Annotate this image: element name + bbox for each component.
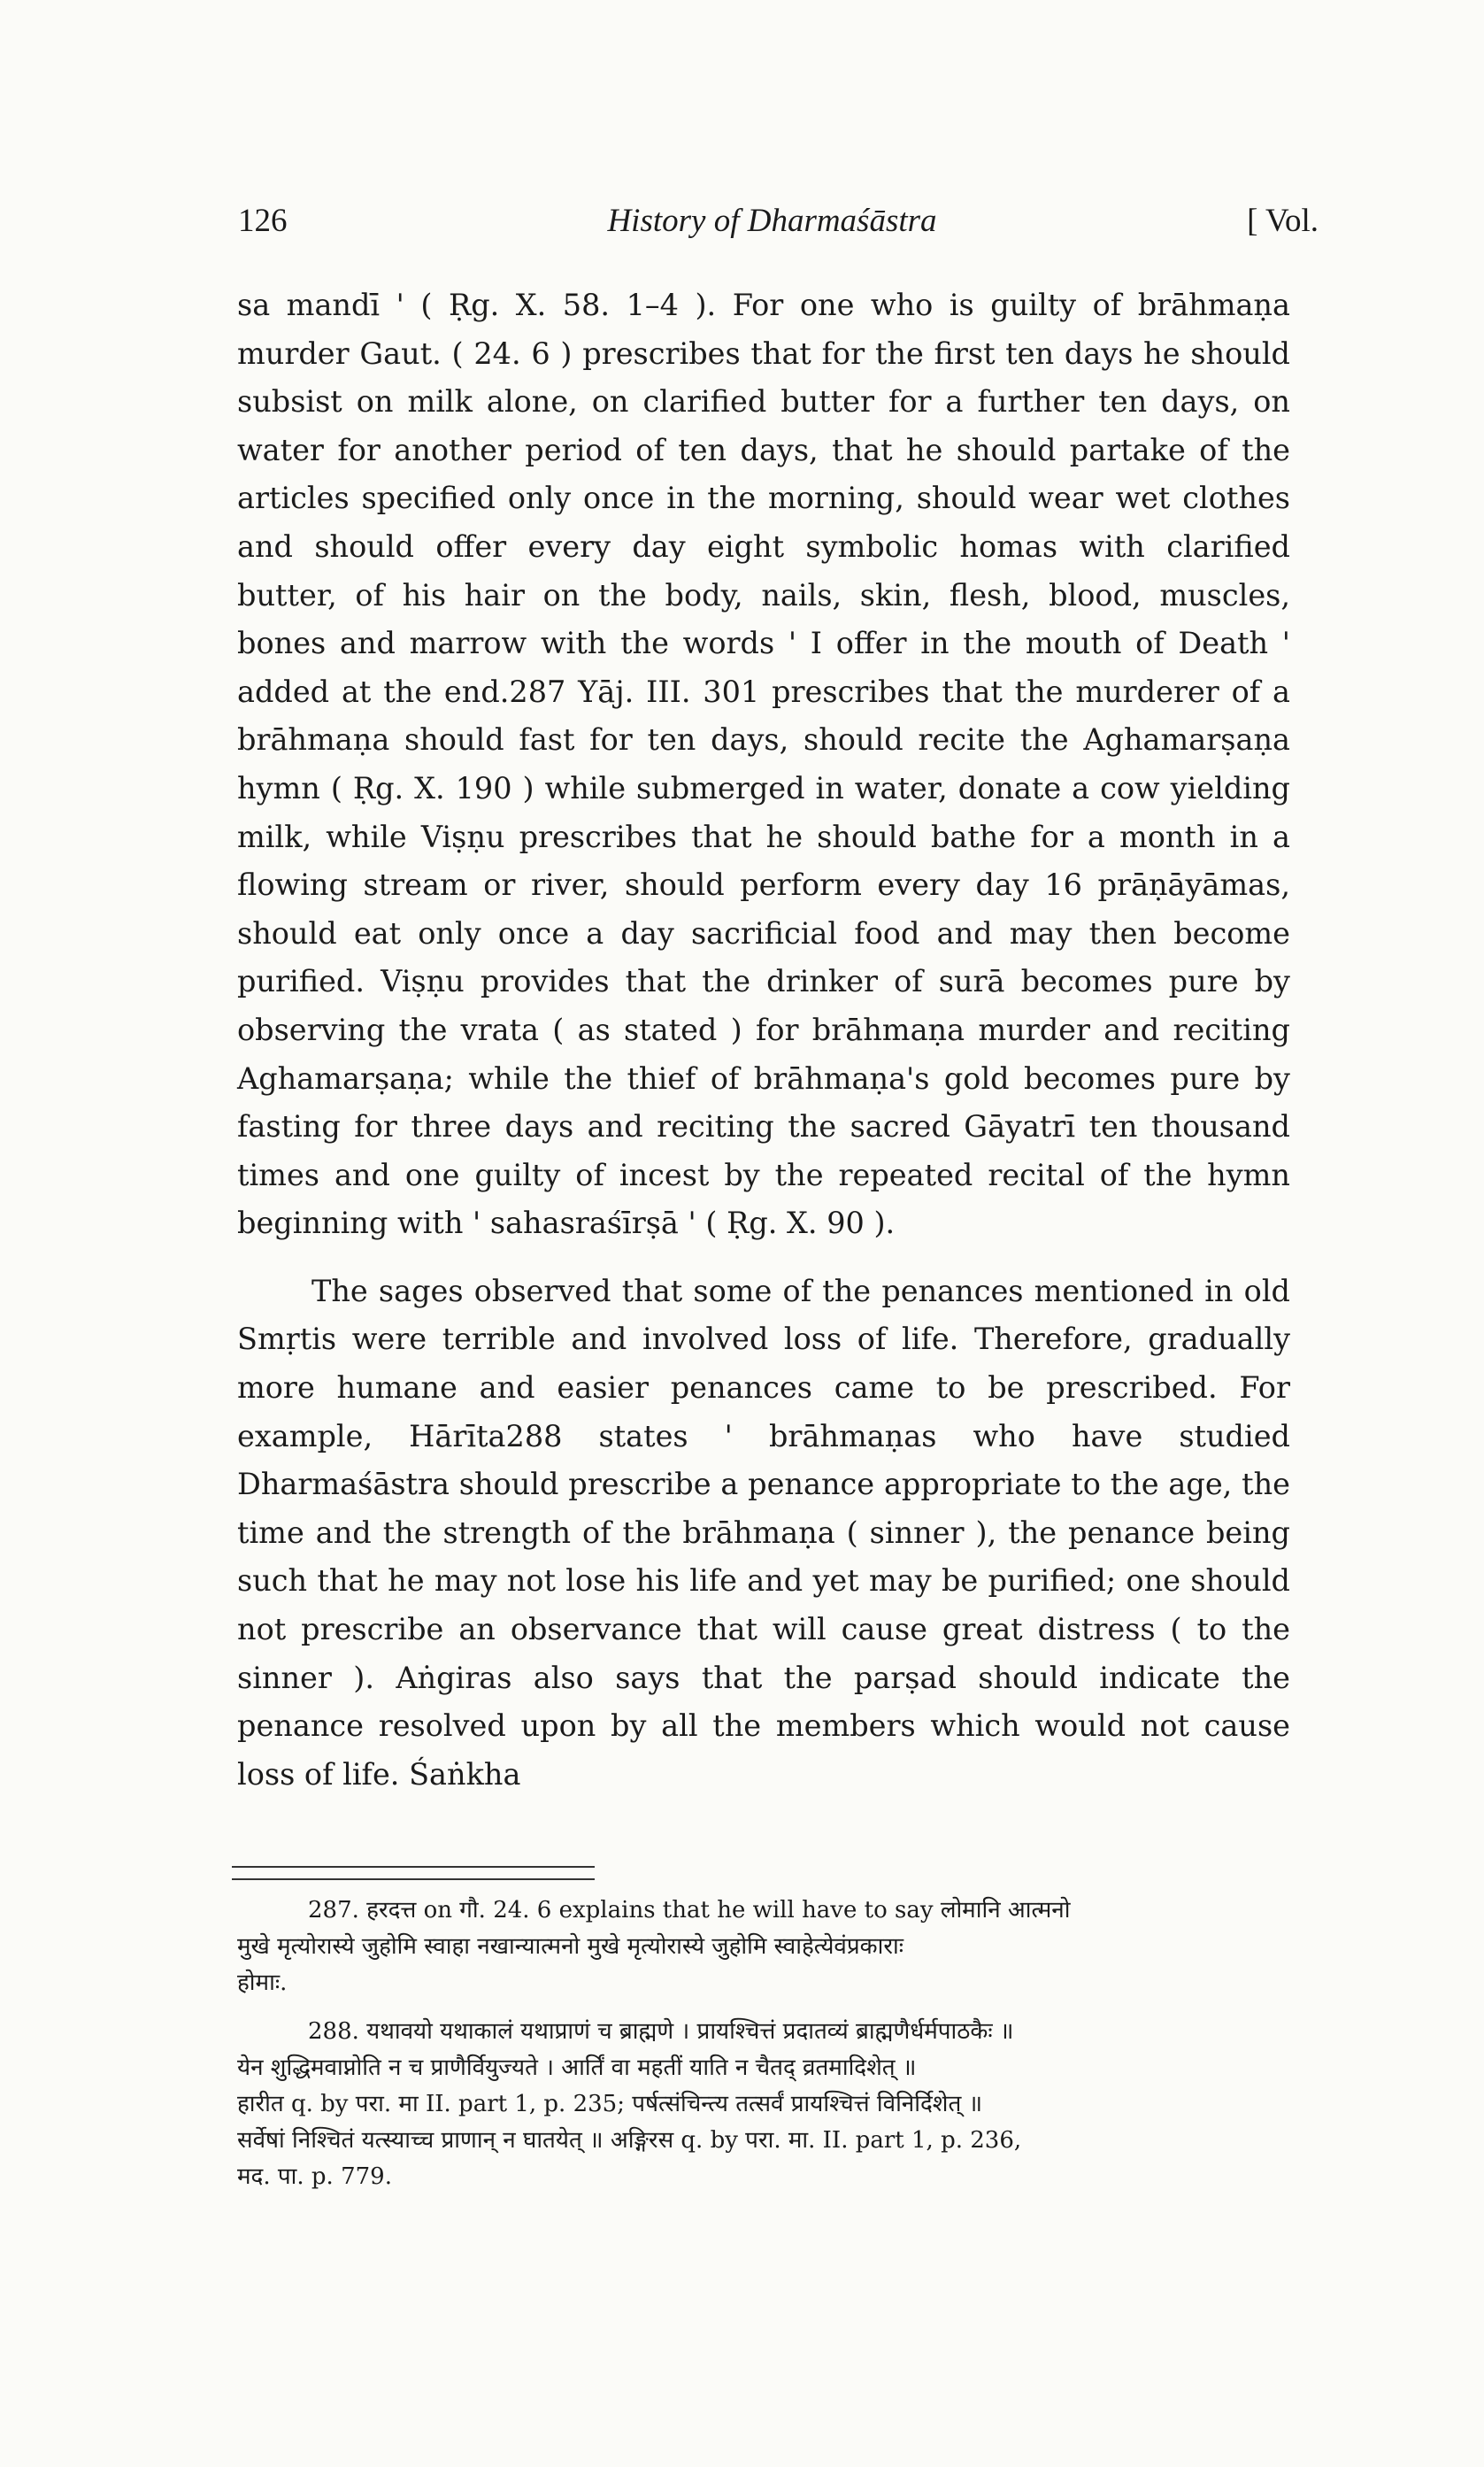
footnote-line: मद. पा. p. 779. <box>237 2163 392 2190</box>
footnotes <box>237 1893 1290 2208</box>
main-text <box>237 281 1290 1799</box>
footnote-line: हरदत्त on गौ. 24. 6 explains that he will have to say लोमानि आत्मनो <box>366 1897 1071 1923</box>
footnote-287 <box>237 1893 1290 2001</box>
page-number: 126 <box>238 203 288 239</box>
footnote-288 <box>237 2014 1290 2195</box>
running-title: History of Dharmaśāstra <box>607 203 937 239</box>
footnote-line: होमाः. <box>237 1970 288 1996</box>
footnote-line: सर्वेषां निश्चितं यत्स्याच्च प्राणान् न घातयेत् ॥ अङ्गिरस q. by परा. मा. II. part 1, p. 236, <box>237 2127 1022 2154</box>
footnote-line: मुखे मृत्योरास्ये जुहोमि स्वाहा नखान्यात्मनो मुखे मृत्योरास्ये जुहोमि स्वाहेत्येवंप्रकाराः <box>237 1933 903 1960</box>
paragraph: The sages observed that some of the penances mentioned in old Smṛtis were terrible and involved loss of life. Therefore, gradually more humane and easier penances came to be prescribed. For example, Hārīta288 states ' brāhmaṇas who have studied Dharmaśāstra should prescribe a penance appropriate to the age, the time and the strength of the brāhmaṇa ( sinner ), the penance being such that he may not lose his life and yet may be purified; one should not prescribe an observance that will cause great distress ( to the sinner ). Aṅgiras also says that the parṣad should indicate the penance resolved upon by all the members which would not cause loss of life. Śaṅkha <box>237 1273 1290 1792</box>
footnote-line: यथावयो यथाकालं यथाप्राणं च ब्राह्मणे । प्रायश्चित्तं प्रदातव्यं ब्राह्मणैर्धर्मपाठकैः ॥ <box>366 2018 1014 2045</box>
page-header <box>226 202 1319 255</box>
footnote-line: हारीत q. by परा. मा II. part 1, p. 235; पर्षत्संचिन्त्य तत्सर्वं प्रायश्चित्तं विनिर्दिशेत् ॥ <box>237 2091 983 2117</box>
footnote-separator <box>232 1866 595 1880</box>
volume-marker: [ Vol. <box>1247 203 1319 239</box>
footnote-line: येन शुद्धिमवाप्नोति न च प्राणैर्वियुज्यते । आर्तिं वा महतीं याति न चैतद् व्रतमादिशेत् ॥ <box>237 2055 917 2081</box>
footnote-number: 288. <box>308 2018 359 2045</box>
paragraph: sa mandī ' ( Ṛg. X. 58. 1–4 ). For one who is guilty of brāhmaṇa murder Gaut. ( 24. 6 ) prescribes that for the first ten days he should subsist on milk alone, on clarified butter for a further ten days, on water for another period of ten days, that he should partake of the articles specified only once in the morning, should wear wet clothes and should offer every day eight symbolic homas with clarified butter, of his hair on the body, nails, skin, flesh, blood, muscles, bones and marrow with the words ' I offer in the mouth of Death ' added at the end.287 Yāj. III. 301 prescribes that the murderer of a brāhmaṇa should fast for ten days, should recite the Aghamarṣaṇa hymn ( Ṛg. X. 190 ) while submerged in water, donate a cow yielding milk, while Viṣṇu prescribes that he should bathe for a month in a flowing stream or river, should perform every day 16 prāṇāyāmas, should eat only once a day sacrificial food and may then become purified. Viṣṇu provides that the drinker of surā becomes pure by observing the vrata ( as stated ) for brāhmaṇa murder and reciting Aghamarṣaṇa; while the thief of brāhmaṇa's gold becomes pure by fasting for three days and reciting the sacred Gāyatrī ten thousand times and one guilty of incest by the repeated recital of the hymn beginning with ' sahasraśīrṣā ' ( Ṛg. X. 90 ). <box>237 288 1290 1241</box>
footnote-number: 287. <box>308 1897 359 1923</box>
